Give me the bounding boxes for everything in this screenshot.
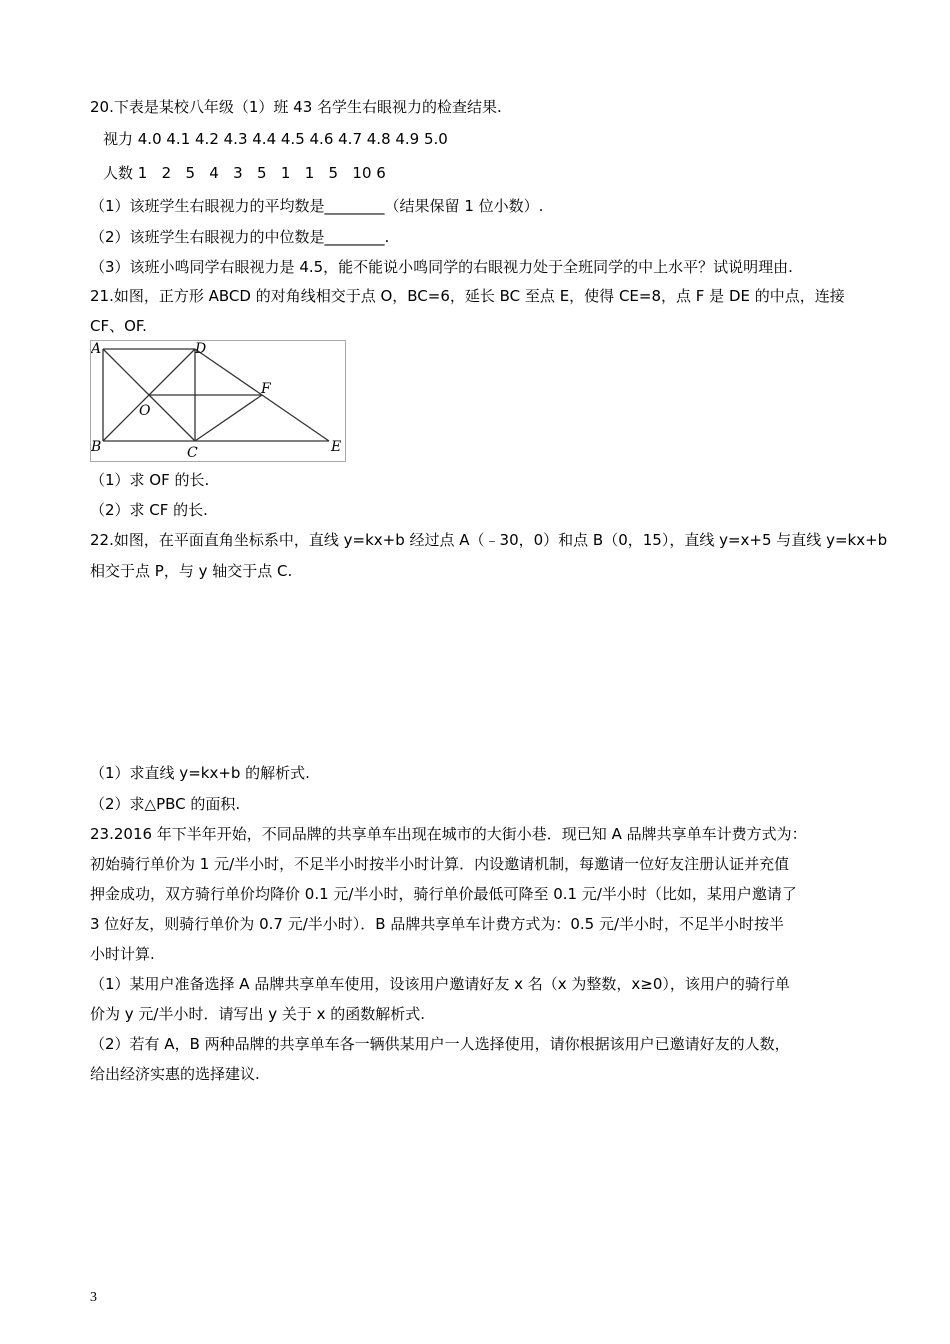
q20-part2: （2）该班学生右眼视力的中位数是________. [90,228,390,246]
square-diagram [91,341,347,463]
q20-vision-row: 视力 4.0 4.1 4.2 4.3 4.4 4.5 4.6 4.7 4.8 4.9 5.0 [103,130,448,148]
segment-cf [195,395,262,441]
label-f: F [261,381,271,397]
page-number: 3 [90,1290,97,1305]
q23-part1-line2: 价为 y 元/半小时．请写出 y 关于 x 的函数解析式. [90,1005,426,1023]
q23-part2-line2: 给出经济实惠的选择建议. [90,1065,260,1083]
q23-line3: 押金成功，双方骑行单价均降价 0.1 元/半小时，骑行单价最低可降至 0.1 元/半小时（比如，某用户邀请了 [90,885,797,903]
q23-line5: 小时计算. [90,945,155,963]
label-b: B [91,439,102,455]
q22-line1: 22.如图，在平面直角坐标系中，直线 y=kx+b 经过点 A（﹣30，0）和点 B（0，15），直线 y=x+5 与直线 y=kx+b [90,531,888,549]
q23-line1: 23.2016 年下半年开始，不同品牌的共享单车出现在城市的大街小巷．现已知 A 品牌共享单车计费方式为： [90,825,807,843]
q20-part1: （1）该班学生右眼视力的平均数是________（结果保留 1 位小数）. [90,197,544,215]
q21-geometry-figure [90,340,346,462]
q21-part1: （1）求 OF 的长. [90,471,210,489]
q21-line2: CF、OF. [90,317,147,335]
q22-line2: 相交于点 P，与 y 轴交于点 C. [90,562,293,580]
label-c: C [187,445,198,461]
q20-title: 20.下表是某校八年级（1）班 43 名学生右眼视力的检查结果. [90,98,502,116]
q23-line4: 3 位好友，则骑行单价为 0.7 元/半小时）．B 品牌共享单车计费方式为：0.5 元/半小时，不足半小时按半 [90,915,784,933]
q23-line2: 初始骑行单价为 1 元/半小时，不足半小时按半小时计算．内设邀请机制，每邀请一位好友注册认证并充值 [90,855,790,873]
label-d: D [195,341,207,357]
q21-line1: 21.如图，正方形 ABCD 的对角线相交于点 O，BC=6，延长 BC 至点 E，使得 CE=8，点 F 是 DE 的中点，连接 [90,287,845,305]
q22-part2: （2）求△PBC 的面积. [90,795,241,813]
label-a: A [91,341,102,357]
q20-count-row: 人数 1 2 5 4 3 5 1 1 5 10 6 [103,164,386,182]
label-o: O [139,403,151,419]
q22-part1: （1）求直线 y=kx+b 的解析式. [90,764,310,782]
q20-part3: （3）该班小鸣同学右眼视力是 4.5，能不能说小鸣同学的右眼视力处于全班同学的中上水平？试说明理由. [90,258,793,276]
q21-part2: （2）求 CF 的长. [90,501,208,519]
q23-part2-line1: （2）若有 A，B 两种品牌的共享单车各一辆供某用户一人选择使用，请你根据该用户已邀请好友的人数， [90,1035,790,1053]
label-e: E [331,439,342,455]
q23-part1-line1: （1）某用户准备选择 A 品牌共享单车使用，设该用户邀请好友 x 名（x 为整数，x≥0），该用户的骑行单 [90,975,790,993]
